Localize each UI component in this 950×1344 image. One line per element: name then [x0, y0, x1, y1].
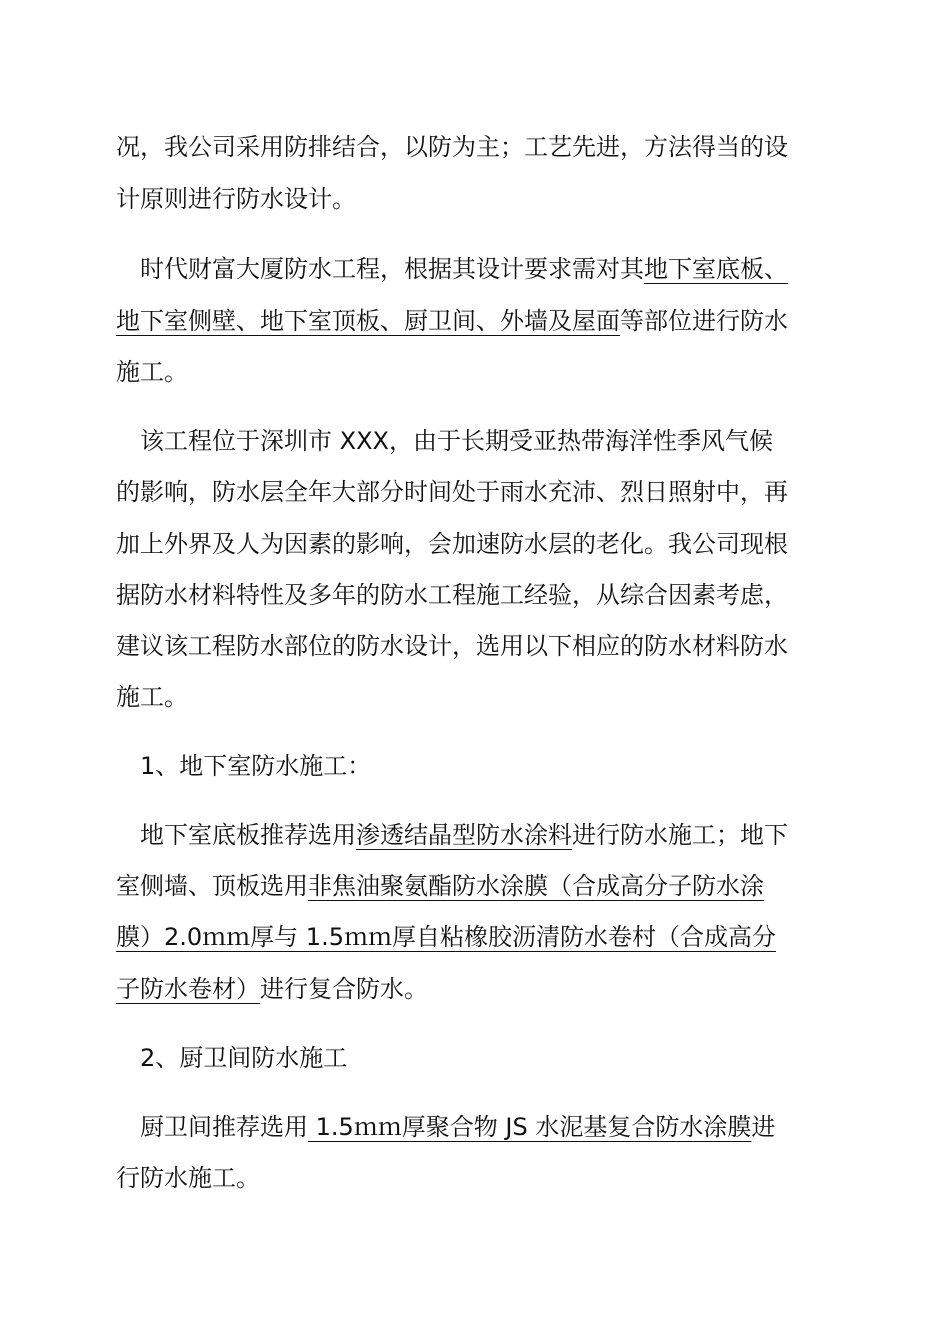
text-run: 室侧墙、顶板选用	[116, 872, 308, 900]
text-run: 建议该工程防水部位的防水设计，选用以下相应的防水材料防水	[116, 632, 788, 660]
text-run: 行防水施工。	[116, 1164, 260, 1192]
text-run: 进	[751, 1113, 776, 1141]
text-line	[116, 969, 428, 1009]
underlined-text: 非焦油聚氨酯防水涂膜（合成高分子防水涂	[308, 872, 764, 900]
text-line	[116, 472, 788, 512]
text-run: 该工程位于深圳市 XXX，由于长期受亚热带海洋性季风气候	[116, 427, 773, 455]
text-run: 据防水材料特性及多年的防水工程施工经验，从综合因素考虑，	[116, 581, 788, 609]
text-line	[116, 249, 788, 289]
section-heading	[116, 1038, 347, 1078]
underlined-text: 地下室侧壁、地下室顶板、厨卫间、外墙及屋面	[116, 307, 620, 335]
text-line	[116, 301, 788, 341]
text-run: 1、地下室防水施工：	[116, 752, 372, 780]
text-line	[116, 179, 356, 219]
text-run: 加上外界及人为因素的影响，会加速防水层的老化。我公司现根	[116, 530, 788, 558]
text-line	[116, 917, 776, 957]
text-run: 施工。	[116, 358, 188, 386]
text-run: 等部位进行防水	[620, 307, 788, 335]
underlined-text: 膜）2.0ｍｍ厚与 1.5ｍｍ厚自粘橡胶沥清防水卷村（合成高分	[116, 923, 776, 951]
text-line	[116, 1107, 775, 1147]
text-run: 施工。	[116, 683, 188, 711]
text-run: 时代财富大厦防水工程，根据其设计要求需对其	[116, 255, 644, 283]
text-line	[116, 866, 764, 906]
text-line	[116, 524, 788, 564]
text-line	[116, 626, 788, 666]
text-run: 2、厨卫间防水施工	[116, 1044, 348, 1072]
section-heading	[116, 746, 371, 786]
text-line	[116, 575, 788, 615]
text-run: 况，我公司采用防排结合，以防为主；工艺先进，方法得当的设	[116, 133, 788, 161]
underlined-text: 地下室底板、	[644, 255, 788, 283]
text-run: 地下室底板推荐选用	[116, 821, 356, 849]
text-run: 进行防水施工；地下	[572, 821, 788, 849]
text-line	[116, 352, 188, 392]
text-run: 的影响，防水层全年大部分时间处于雨水充沛、烈日照射中，再	[116, 478, 788, 506]
underlined-text: 1.5ｍｍ厚聚合物 JS 水泥基复合防水涂膜	[308, 1113, 752, 1141]
text-line	[116, 1158, 260, 1198]
text-line	[116, 421, 773, 461]
text-run: 计原则进行防水设计。	[116, 185, 356, 213]
underlined-text: 渗透结晶型防水涂料	[356, 821, 572, 849]
text-line	[116, 815, 788, 855]
text-line	[116, 127, 788, 167]
text-run: 进行复合防水。	[260, 975, 428, 1003]
text-run: 厨卫间推荐选用	[116, 1113, 308, 1141]
text-line	[116, 677, 188, 717]
underlined-text: 子防水卷材）	[116, 975, 260, 1003]
